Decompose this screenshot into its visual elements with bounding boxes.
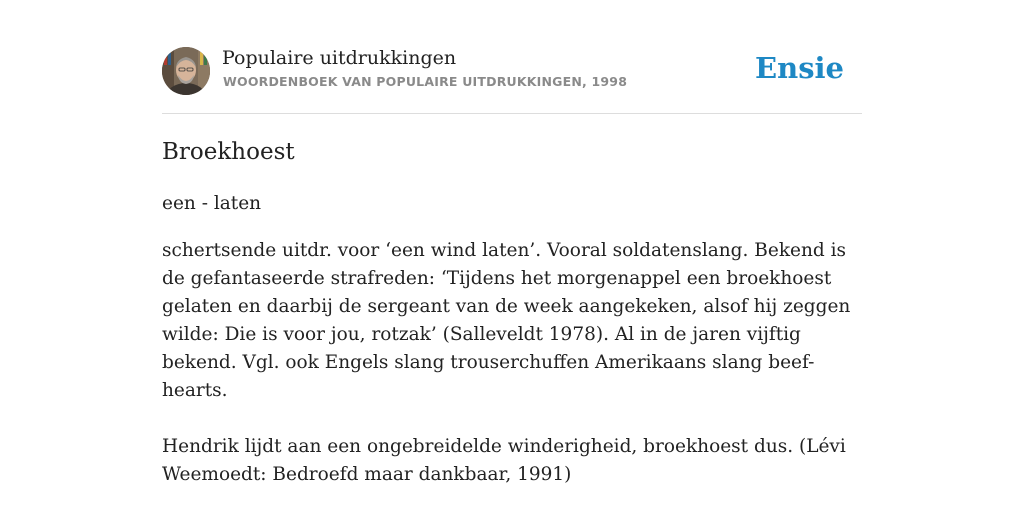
definition-paragraph: schertsende uitdr. voor ‘een wind laten’. Vooral soldatenslang. Bekend is de gefantaseerde strafreden: ‘Tijdens het morgenappel een broekhoest gelaten en daarbij de sergeant van de week aangekeken, alsof hij zeggen wilde: Die is voor jou, rotzak’ (Salleveldt 1978). Al in de jaren vijftig bekend. Vgl. ook Engels slang trouserchuffen Amerikaans slang beef-hearts. — [162, 240, 851, 401]
source-header — [162, 46, 862, 96]
header-divider — [162, 113, 862, 114]
entry-card — [162, 0, 862, 512]
author-portrait-icon — [162, 47, 210, 95]
entry-term: Broekhoest — [162, 139, 295, 165]
entry-definition — [162, 237, 862, 489]
entry-subterm: een - laten — [162, 193, 262, 214]
ensie-logo[interactable]: Ensie — [755, 51, 844, 85]
source-title[interactable]: Populaire uitdrukkingen — [222, 47, 457, 69]
example-paragraph: Hendrik lijdt aan een ongebreidelde winderigheid, broekhoest dus. (Lévi Weemoedt: Bedroefd maar dankbaar, 1991) — [162, 436, 846, 485]
source-subtitle: WOORDENBOEK VAN POPULAIRE UITDRUKKINGEN, 1998 — [223, 74, 628, 89]
author-avatar[interactable] — [162, 47, 210, 95]
